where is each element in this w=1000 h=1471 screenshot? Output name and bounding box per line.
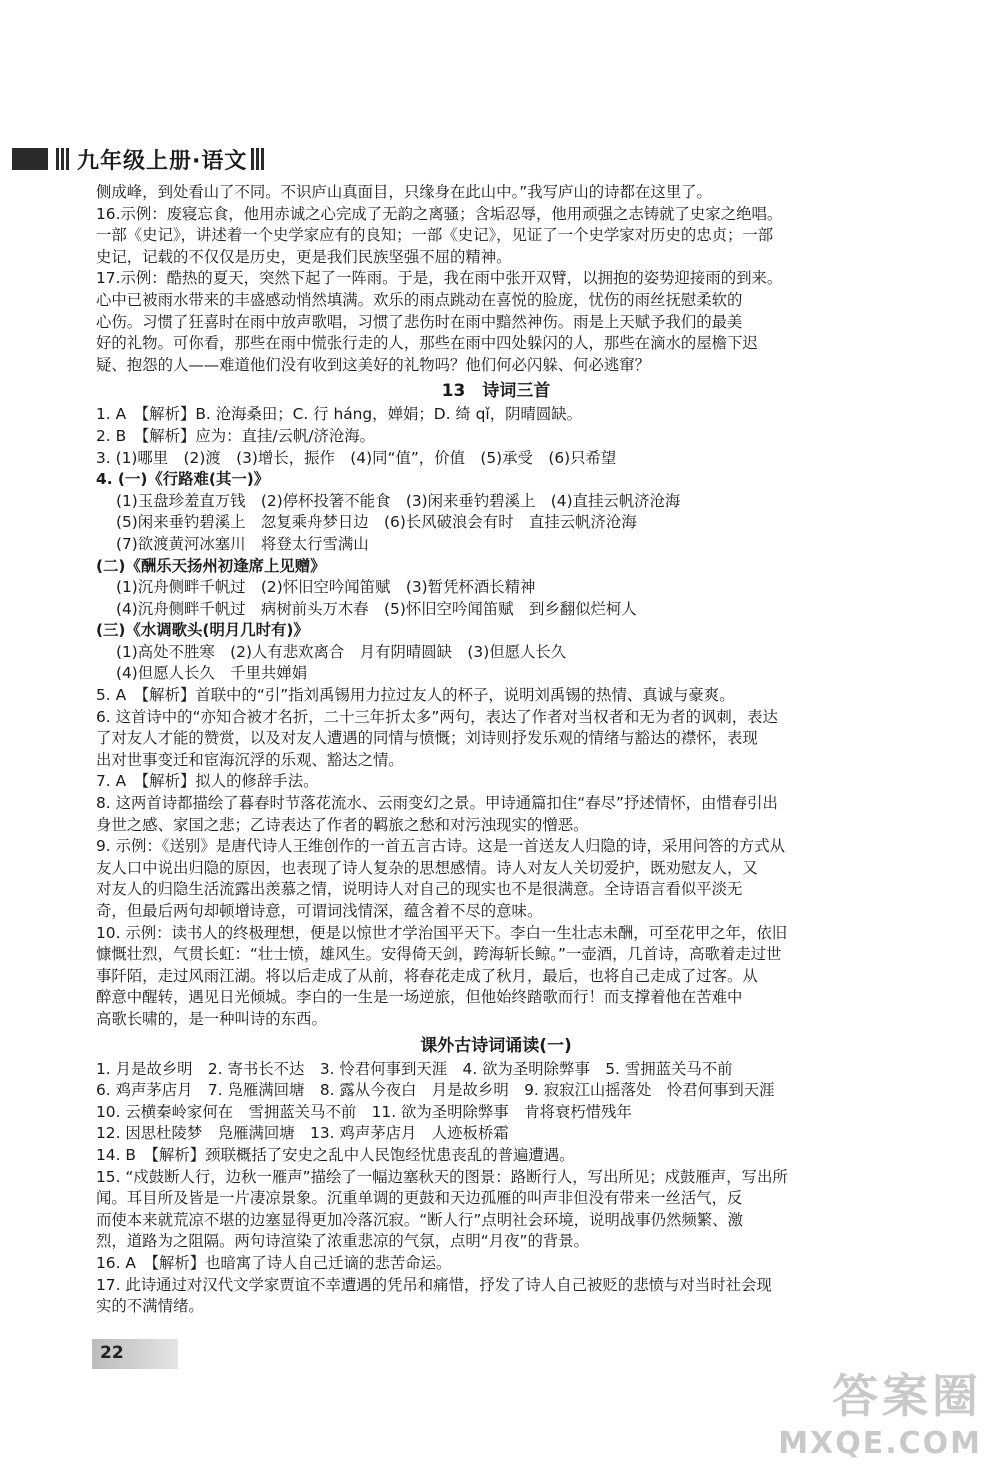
page-header-title: 九年级上册·语文	[77, 148, 248, 174]
answer-line: 3. (1)哪里 (2)渡 (3)增长，振作 (4)同“值”，价值 (5)承受 (6)只希望	[96, 448, 617, 467]
answer-line: 史记，记载的不仅仅是历史，更是我们民族坚强不屈的精神。	[96, 247, 512, 266]
answer-content	[96, 182, 896, 1318]
answer-line: 6. 鸡声茅店月 7. 凫雁满回塘 8. 露从今夜白 月是故乡明 9. 寂寂江山摇落处 怜君何事到天涯	[96, 1081, 775, 1100]
watermark-logo	[778, 1360, 982, 1461]
answer-line: 疑、抱怨的人——难道他们没有收到这美好的礼物吗？他们何必闪躲、何必逃窜？	[96, 355, 651, 374]
answer-line: 了对友人才能的赞赏，以及对友人遭遇的同情与愤慨；刘诗则抒发乐观的情绪与豁达的襟怀，表现	[96, 729, 758, 748]
answer-line: 10. 示例：读书人的终极理想，便是以惊世才学治国平天下。李白一生壮志未酬，可至花甲之年，依旧	[96, 923, 788, 942]
answer-line: (1)高处不胜寒 (2)人有悲欢离合 月有阴晴圆缺 (3)但愿人长久	[116, 642, 567, 661]
answer-line: 醉意中醒转，遇见日光倾城。李白的一生是一场逆旅，但他始终踏歌而行！而支撑着他在苦难中	[96, 988, 743, 1007]
page-footer	[92, 1339, 178, 1369]
answer-line: 闻。耳目所及皆是一片凄凉景象。沉重单调的更鼓和天边孤雁的叫声非但没有带来一丝活气，反	[96, 1189, 743, 1208]
answer-line: 事阡陌，走过风雨江湖。将以后走成了从前，将春花走成了秋月，最后，也将自己走成了过客。从	[96, 966, 758, 985]
answer-line: 2. B 【解析】应为：直挂/云帆/济沧海。	[96, 426, 376, 445]
answer-line: 对友人的归隐生活流露出羡慕之情，说明诗人对自己的现实也不是很满意。全诗语言看似平淡无	[96, 880, 743, 899]
answer-line: 一部《史记》，讲述着一个史学家应有的良知；一部《史记》，见证了一个史学家对历史的忠贞；一部	[96, 226, 774, 245]
answer-line: (1)沉舟侧畔千帆过 (2)怀旧空吟闻笛赋 (3)暂凭杯酒长精神	[116, 578, 536, 597]
answer-line: 侧成峰，到处看山了不同。不识庐山真面目，只缘身在此山中。”我写庐山的诗都在这里了。	[96, 183, 712, 201]
answer-line: 1. 月是故乡明 2. 寄书长不达 3. 怜君何事到天涯 4. 欲为圣明除弊事 5. 雪拥蓝关马不前	[96, 1059, 733, 1078]
answer-line: 12. 因思杜陵梦 凫雁满回塘 13. 鸡声茅店月 人迹板桥霜	[96, 1124, 509, 1143]
answer-line: 出对世事变迁和宦海沉浮的乐观、豁达之情。	[96, 750, 404, 769]
answer-line: 身世之感、家国之悲；乙诗表达了作者的羁旅之愁和对污浊现实的憎恶。	[96, 815, 589, 834]
answer-line: 7. A 【解析】拟人的修辞手法。	[96, 772, 319, 791]
header-stripes-left	[56, 148, 69, 170]
answer-line: 而使本来就荒凉不堪的边塞显得更加冷落沉寂。“断人行”点明社会环境，说明战事仍然频繁、激	[96, 1210, 743, 1229]
subsection-title: (三)《水调歌头(明月几时有)》	[96, 621, 309, 640]
section-title: 课外古诗词诵读(一)	[420, 1035, 572, 1056]
answer-line: 14. B 【解析】颈联概括了安史之乱中人民饱经忧患丧乱的普遍遭遇。	[96, 1145, 575, 1164]
answer-line: 烈，道路为之阻隔。两句诗渲染了浓重悲凉的气氛，点明“月夜”的背景。	[96, 1232, 590, 1251]
answer-line: 9. 示例：《送别》是唐代诗人王维创作的一首五言古诗。这是一首送友人归隐的诗，采用问答的方式从	[96, 837, 786, 856]
subsection-title: (二)《酬乐天扬州初逢席上见赠》	[96, 556, 326, 575]
answer-line: 16.示例：废寝忘食，他用赤诚之心完成了无韵之离骚；含垢忍辱，他用顽强之志铸就了史家之绝唱。	[96, 204, 783, 223]
answer-line: 17. 此诗通过对汉代文学家贾谊不幸遭遇的凭吊和痛惜，抒发了诗人自己被贬的悲愤与对当时社会现	[96, 1275, 772, 1294]
answer-line: (4)但愿人长久 千里共婵娟	[116, 664, 308, 683]
answer-line: 8. 这两首诗都描绘了暮春时节落花流水、云雨变幻之景。甲诗通篇扣住“春尽”抒述情怀，由惜春引出	[96, 794, 778, 813]
answer-line: 心伤。习惯了狂喜时在雨中放声歌唱，习惯了悲伤时在雨中黯然神伤。雨是上天赋予我们的最美	[96, 312, 743, 331]
answer-line: 心中已被雨水带来的丰盛感动悄然填满。欢乐的雨点跳动在喜悦的脸庞，忧伤的雨丝抚慰柔软的	[96, 290, 743, 309]
section-title: 13 诗词三首	[441, 381, 551, 402]
answer-line: (7)欲渡黄河冰塞川 将登太行雪满山	[116, 534, 369, 553]
answer-line: 10. 云横秦岭家何在 雪拥蓝关马不前 11. 欲为圣明除弊事 肯将衰朽惜残年	[96, 1102, 632, 1121]
answer-line: 实的不满情绪。	[96, 1297, 204, 1316]
answer-line: 6. 这首诗中的“亦知合被才名折，二十三年折太多”两句，表达了作者对当权者和无为者的讽刺，表达	[96, 707, 778, 726]
header-stripes-right	[251, 148, 264, 170]
answer-line: 1. A 【解析】B. 沧海桑田；C. 行 háng，婵娟；D. 绮 qǐ，阴晴圆缺。	[96, 405, 583, 424]
answer-line: 16. A 【解析】也暗寓了诗人自己迁谪的悲苦命运。	[96, 1253, 452, 1272]
answer-line: 友人口中说出归隐的原因，也表现了诗人复杂的思想感情。诗人对友人关切爱护，既劝慰友人，又	[96, 858, 758, 877]
subsection-title: 4. (一)《行路难(其一)》	[96, 470, 270, 489]
answer-line: 奇，但最后两句却顿增诗意，可谓词浅情深，蕴含着不尽的意味。	[96, 902, 543, 920]
answer-line: (4)沉舟侧畔千帆过 病树前头万木春 (5)怀旧空吟闻笛赋 到乡翻似烂柯人	[116, 599, 637, 618]
answer-line: 好的礼物。可你看，那些在雨中慌张行走的人，那些在雨中四处躲闪的人，那些在滴水的屋檐下迟	[96, 334, 758, 353]
watermark-line2: MXQE.COM	[778, 1426, 982, 1461]
page-number: 22	[100, 1343, 124, 1363]
answer-line: 慷慨壮烈，气贯长虹：“壮士愤，雄风生。安得倚天剑，跨海斩长鲸。”一壶酒，几首诗，高歌着走过世	[96, 945, 782, 964]
header-bar-decoration	[12, 148, 48, 170]
answer-line: 17.示例：酷热的夏天，突然下起了一阵雨。于是，我在雨中张开双臂，以拥抱的姿势迎接雨的到来。	[96, 269, 783, 288]
answer-line: 5. A 【解析】首联中的“引”指刘禹锡用力拉过友人的杯子，说明刘禹锡的热情、真诚与豪爽。	[96, 686, 735, 705]
page-header	[12, 142, 268, 176]
watermark-line1: 答案圈	[832, 1369, 982, 1423]
answer-line: 15. “戍鼓断人行，边秋一雁声”描绘了一幅边塞秋天的图景：路断行人，写出所见；戍鼓雁声，写出所	[96, 1167, 788, 1186]
answer-line: (5)闲来垂钓碧溪上 忽复乘舟梦日边 (6)长风破浪会有时 直挂云帆济沧海	[116, 513, 637, 532]
answer-line: 高歌长啸的，是一种叫诗的东西。	[96, 1009, 327, 1028]
answer-line: (1)玉盘珍羞直万钱 (2)停杯投箸不能食 (3)闲来垂钓碧溪上 (4)直挂云帆济沧海	[116, 491, 681, 510]
